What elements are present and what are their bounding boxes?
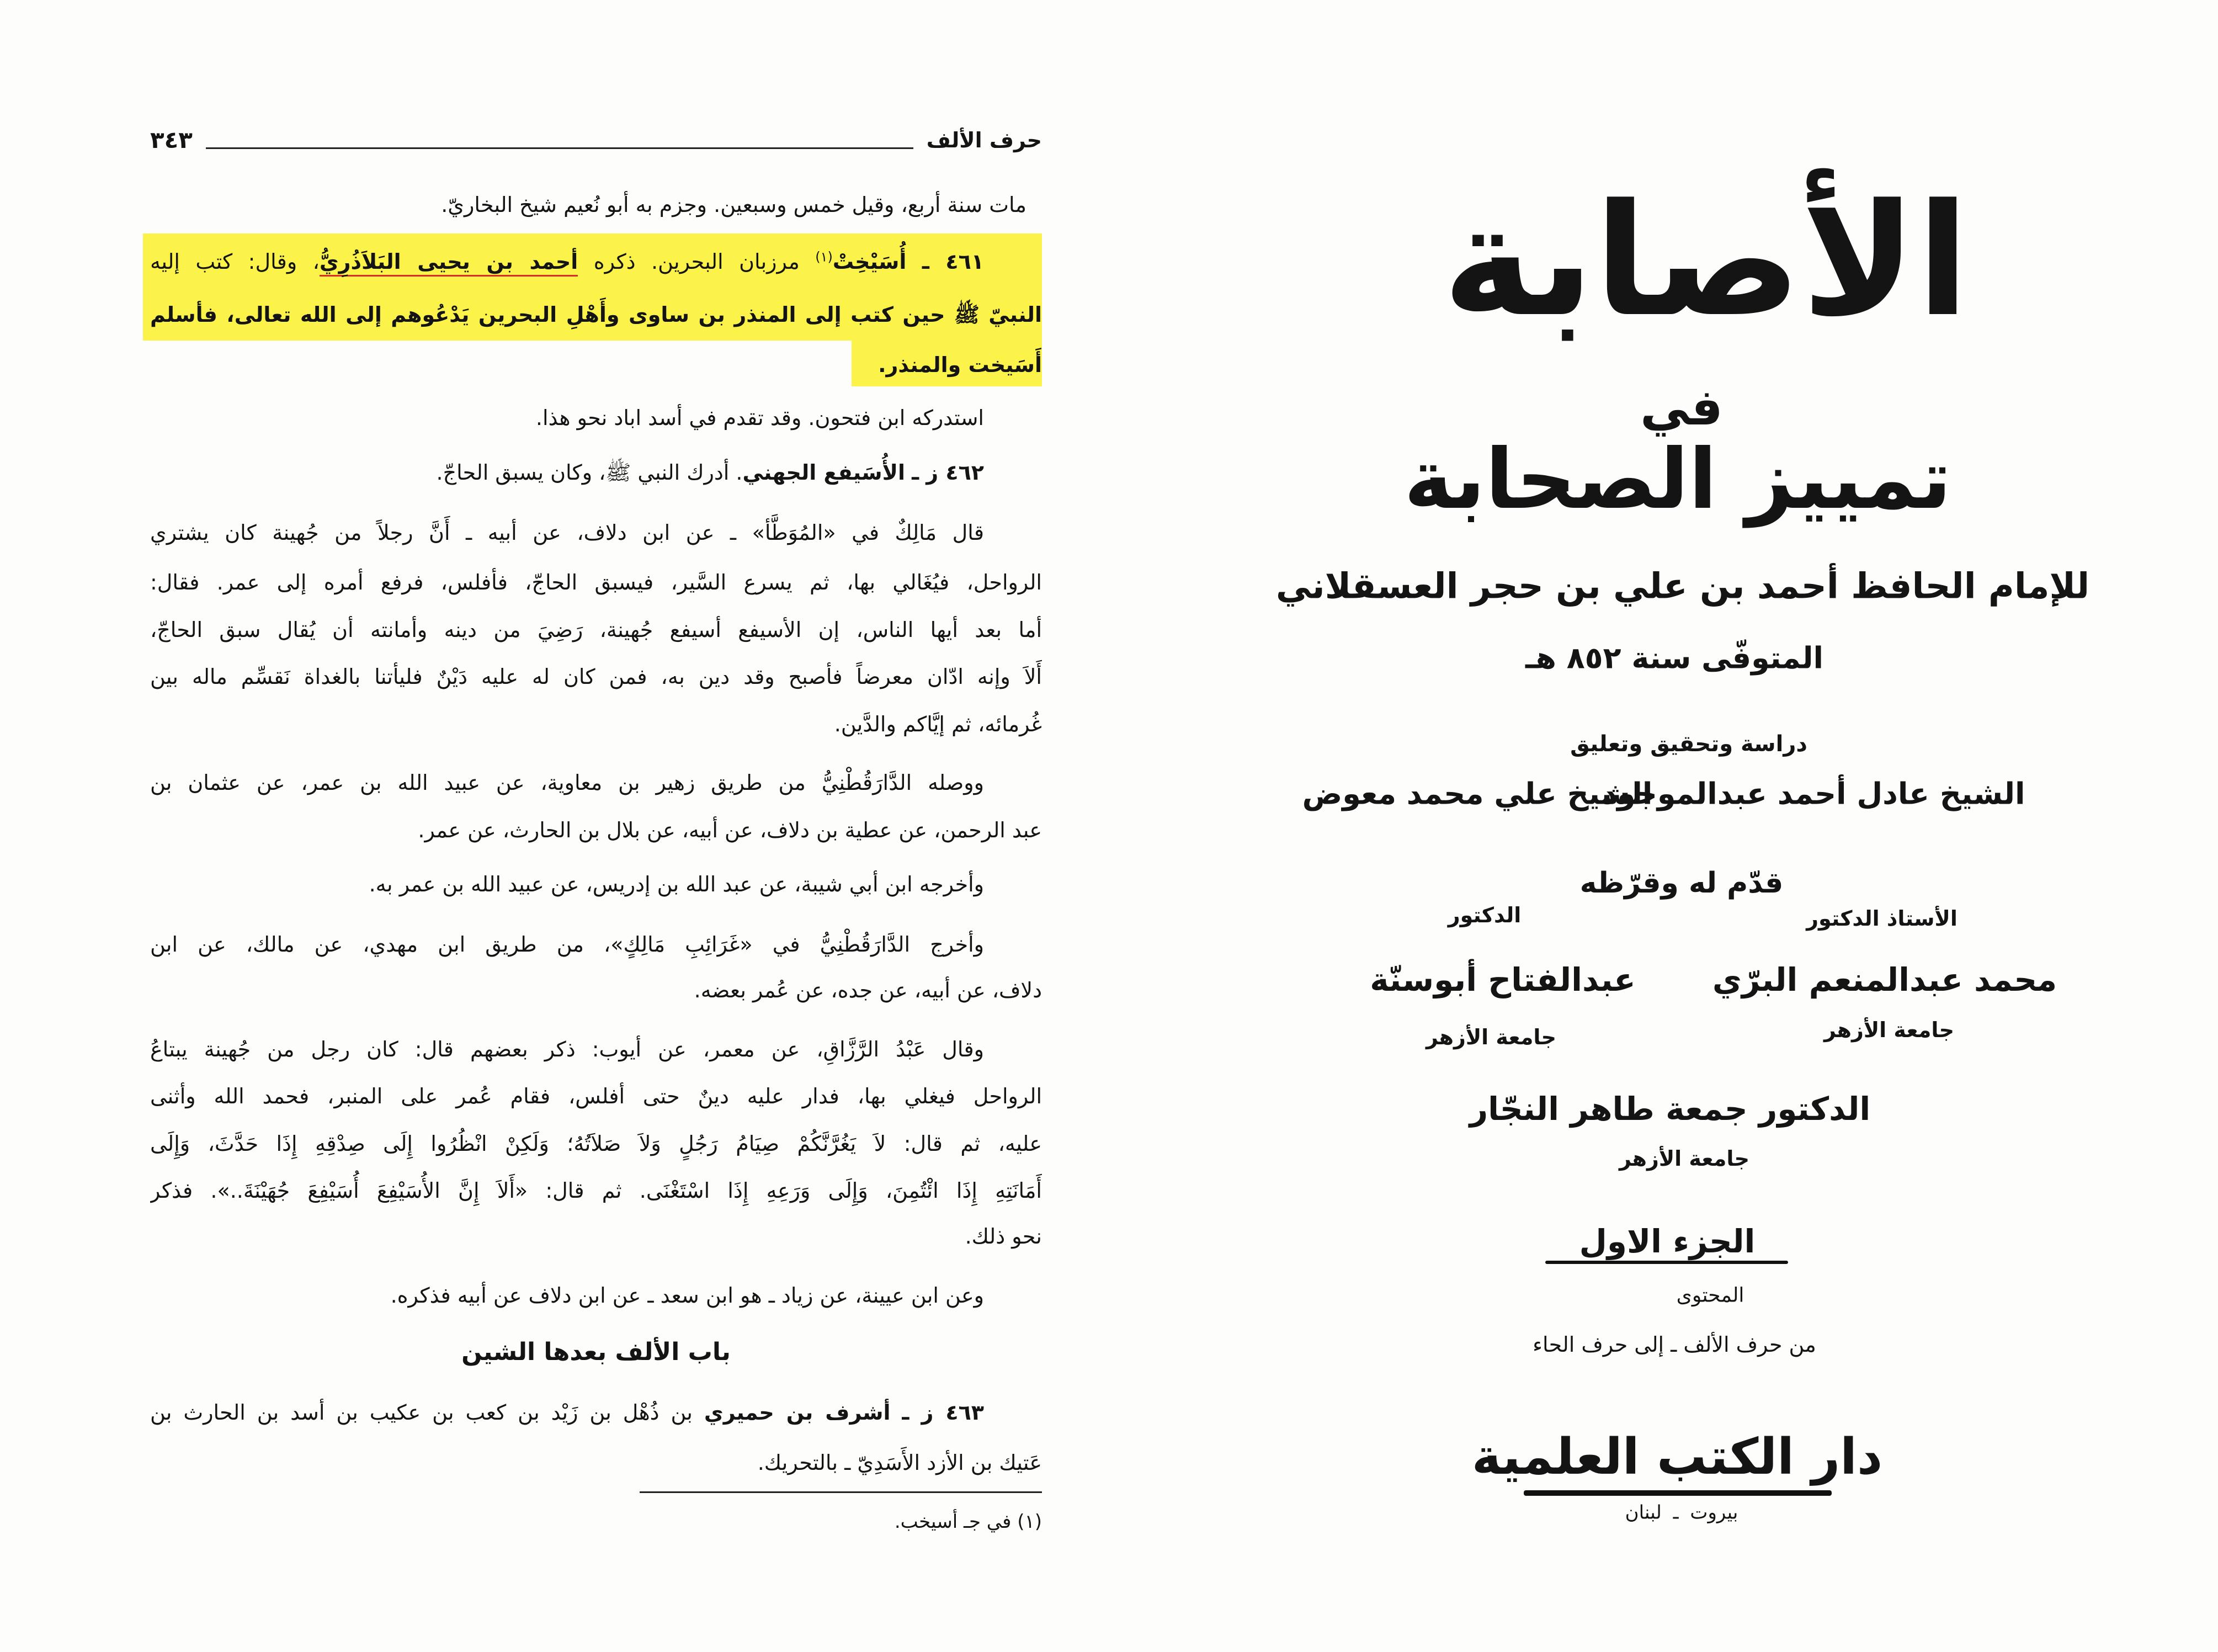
publisher-city: بيروت ـ لبنان <box>1625 1501 1738 1524</box>
foreword-1-rank: الأستاذ الدكتور <box>1806 906 1958 931</box>
entry-463-line-2: عَتيك بن الأزد الأَسَدِيّ ـ بالتحريك. <box>757 1451 1042 1475</box>
text-line-1: مات سنة أربع، وقيل خمس وسبعين. وجزم به أبو نُعيم شيخ البخاريّ. <box>441 193 1026 217</box>
foreword-2-name: عبدالفتاح أبوسنّة <box>1370 961 1636 999</box>
foreword-1-affiliation: جامعة الأزهر <box>1823 1018 1955 1043</box>
death-date: المتوفّى سنة ٨٥٢ هـ <box>1525 640 1823 676</box>
author-line: للإمام الحافظ أحمد بن علي بن حجر العسقلاني <box>1275 566 2090 607</box>
book-title: الأصابة <box>1442 171 1970 351</box>
entry-name: أشرف بن حميري <box>704 1400 891 1425</box>
entry-text: مرزبان البحرين. ذكره <box>593 249 800 274</box>
text-line-5: استدركه ابن فتحون. وقد تقدم في أسد اباد نحو هذا. <box>535 406 984 430</box>
section-heading: باب الألف بعدها الشين <box>461 1338 731 1366</box>
editor-1: الشيخ عادل أحمد عبدالموجود <box>1602 776 2025 811</box>
contents-range: من حرف الألف ـ إلى حرف الحاء <box>1533 1332 1816 1357</box>
entry-name: الأُسَيفع الجهني <box>742 460 905 485</box>
text-line-20: أَمَانَتِهِ إِذَا ائْتُمِنَ، وَإِلَى وَرَعِهِ إِذَا اسْتَغْنَى. ثم قال: «أَلاَ إِنَّ الأُسَيْفِعَ أُسَيْفِعَ جُهَيْنَةَ..». فذكر <box>150 1178 1042 1203</box>
book-subtitle: تمييز الصحابة <box>1403 432 1952 528</box>
entry-461-line-1 <box>150 238 1042 285</box>
entry-number: ٤٦١ ـ <box>922 249 984 274</box>
editor-2: الشيخ علي محمد معوض <box>1302 776 1653 811</box>
text-line-13: عبد الرحمن، عن عطية بن دلاف، عن أبيه، عن بلال بن الحارث، عن عمر. <box>418 818 1042 842</box>
publisher-logo-bar <box>1524 1490 1832 1496</box>
text-line-19: عليه، ثم قال: لاَ يَغُرَّنَّكُمْ صِيَامُ رَجُلٍ وَلاَ صَلاَتُهُ؛ وَلَكِنْ انْظُرُوا إِلَى صِدْقِهِ إِذَا حَدَّثَ، وَإِلَى <box>150 1132 1042 1156</box>
publisher-logo: دار الكتب العلمية <box>1471 1428 1883 1486</box>
volume-flourish <box>1545 1261 1788 1264</box>
entry-462-line <box>150 449 1042 496</box>
entry-number: ٤٦٢ ز ـ <box>912 460 984 485</box>
foreword-1-name: محمد عبدالمنعم البرّي <box>1712 961 2057 999</box>
footnote-ref: (١) <box>815 249 833 265</box>
foreword-3-name: الدكتور جمعة طاهر النجّار <box>1469 1090 1871 1128</box>
text-line-10: أَلاَ وإنه ادّان معرضاً فأصبح وقد دين به، فمن كان له عليه دَيْنٌ فليأتنا بالغداة نَقسِّم ماله بين <box>150 665 1042 689</box>
footnote: (١) في جـ أسيخب. <box>894 1511 1042 1533</box>
foreword-2-affiliation: جامعة الأزهر <box>1426 1025 1557 1050</box>
entry-text: بن ذُهْل بن زَيْد بن كعب بن عكيب بن أسد بن الحارث بن <box>150 1400 693 1425</box>
text-line-12: ووصله الدَّارَقُطْنِيُّ من طريق زهير بن معاوية، عن عبيد الله بن عمر، عن عثمان بن <box>150 771 984 795</box>
text-line-7: قال مَالِكٌ في «المُوَطَّأ» ـ عن ابن دلاف، عن أبيه ـ أَنَّ رجلاً من جُهينة كان يشتري <box>150 520 984 545</box>
contents-label: المحتوى <box>1676 1284 1744 1307</box>
text-line-11: غُرمائه، ثم إيَّاكم والدَّين. <box>834 712 1042 736</box>
footnote-separator <box>640 1491 1042 1493</box>
text-line-14: وأخرجه ابن أبي شيبة، عن عبد الله بن إدريس، عن عبيد الله بن عمر به. <box>369 872 984 896</box>
text-line-18: الرواحل فيغلي بها، فدار عليه دينٌ حتى أفلس، فقام عُمر على المنبر، فحمد الله وأثنى <box>150 1084 1042 1108</box>
text-line-9: أما بعد أيها الناس، إن الأسيفع أسيفع جُهينة، رَضِيَ من دينه وأمانته أن يُقال سبق الحاجّ، <box>150 618 1042 642</box>
text-line-8: الرواحل، فيُغَالي بها، ثم يسرع السَّير، فيسبق الحاجّ، فأفلس، فرفع أمره إلى عمر. فقال: <box>150 570 1042 594</box>
underlined-author: أحمد بن يحيى البَلاَذُرِيُّ <box>320 249 578 277</box>
title-connector: في <box>1640 379 1723 437</box>
entry-461-line-3: أَسَيخت والمنذر. <box>878 353 1042 377</box>
entry-text-cont: ، وقال: كتب إليه <box>150 249 320 274</box>
text-line-21: نحو ذلك. <box>965 1224 1042 1249</box>
entry-text: . أدرك النبي ﷺ، وكان يسبق الحاجّ. <box>436 460 743 485</box>
running-head-title: حرف الألف <box>926 128 1042 152</box>
entry-463-line-1 <box>150 1389 1042 1436</box>
editing-label: دراسة وتحقيق وتعليق <box>1570 731 1807 757</box>
entry-461-line-2: النبيّ ﷺ حين كتب إلى المنذر بن ساوى وأَهْلِ البحرين يَدْعُوهم إلى الله تعالى، فأسلم <box>150 302 1042 327</box>
text-line-22: وعن ابن عيينة، عن زياد ـ هو ابن سعد ـ عن ابن دلاف عن أبيه فذكره. <box>390 1283 984 1308</box>
foreword-label: قدّم له وقرّظه <box>1579 866 1784 900</box>
text-line-16: دلاف، عن أبيه، عن جده، عن عُمر بعضه. <box>694 978 1042 1002</box>
page-number: ٣٤٣ <box>150 126 193 153</box>
text-line-17: وقال عَبْدُ الرَّزَّاقِ، عن معمر، عن أيوب: ذكر بعضهم قال: كان رجل من جُهينة يبتاعُ <box>150 1037 984 1061</box>
page-body <box>150 0 1042 1652</box>
volume-label: الجزء الاول <box>1579 1223 1756 1261</box>
entry-number: ٤٦٣ ز ـ <box>902 1400 984 1425</box>
foreword-3-affiliation: جامعة الأزهر <box>1619 1146 1750 1171</box>
foreword-2-rank: الدكتور <box>1448 903 1522 928</box>
entry-name: أُسَيْخِتْ <box>832 249 907 274</box>
text-line-15: وأخرج الدَّارَقُطْنِيُّ في «غَرَائِبِ مَالِكٍ»، من طريق ابن مهدي، عن مالك، عن ابن <box>150 932 984 957</box>
